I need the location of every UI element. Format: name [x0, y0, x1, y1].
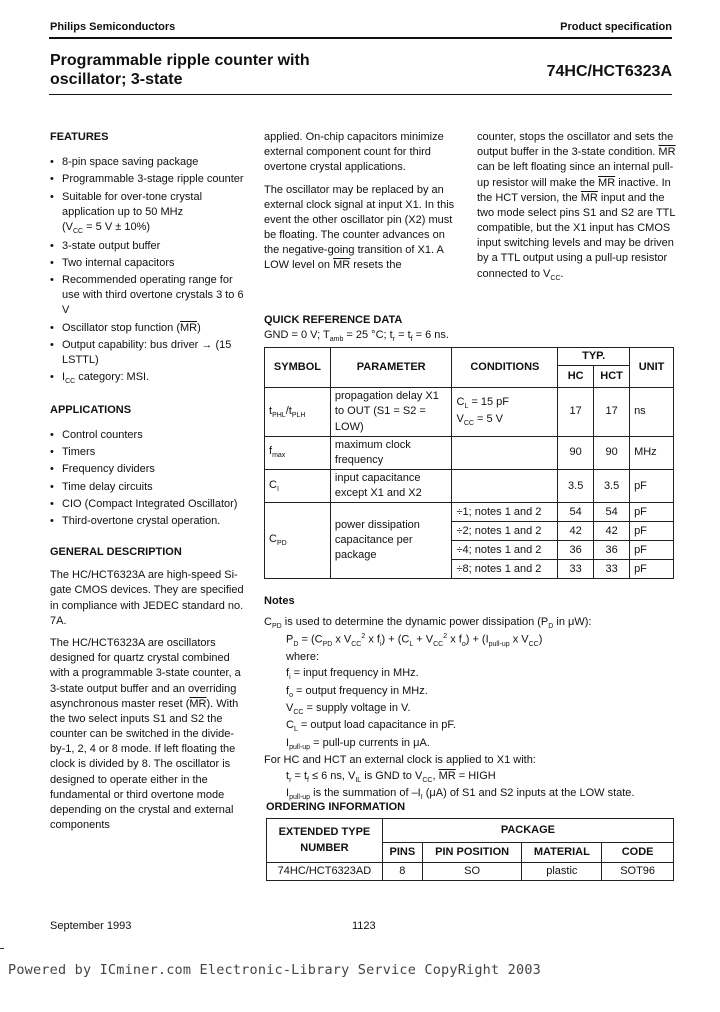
col-extended-type: EXTENDED TYPE NUMBER	[267, 819, 383, 863]
powered-by-footer: Powered by ICminer.com Electronic-Library Service CopyRight 2003	[8, 962, 541, 978]
col-conditions: CONDITIONS	[452, 348, 558, 388]
list-item: • Programmable 3-stage ripple counter	[50, 172, 245, 187]
table-cell: $t_{PHL}/t_{PLH}$	[265, 388, 331, 437]
margin-tick	[0, 948, 4, 949]
col-parameter: PARAMETER	[330, 348, 452, 388]
table-cell: $C_{PD}$	[265, 503, 331, 579]
col-pins: PINS	[382, 843, 422, 863]
table-cell: 54	[558, 503, 594, 522]
list-item: • CIO (Compact Integrated Oscillator)	[50, 497, 245, 512]
general-description-col2-p2: The oscillator may be replaced by an external clock signal at input X1. In this event the other oscillator pin (X2) must be floating. The counter advances on the negative-going transition of X1. A LOW level on $\overline{MR}$ resets the	[264, 183, 455, 272]
table-cell: SOT96	[602, 863, 674, 881]
note-where-item: $f_i$ = input frequency in MHz.	[286, 667, 419, 682]
list-item: • Output capability: bus driver → (15 LSTTL)	[50, 338, 245, 368]
general-description-col3-p1: counter, stops the oscillator and sets the output buffer in the 3-state condition. $\overline{MR}$ can be left floating since an internal pull-up resistor will make the $\overline{MR}$ inactive. In the HCT version, the $\overline{MR}$ input and the two mode select pins S1 and S2 are TTL compatible, but the X1 input has CMOS input switching levels and may be driven by a TTL output using a pull-up resistor connected to $V_{CC}$.	[477, 131, 676, 282]
table-cell: plastic	[522, 863, 602, 881]
ordering-heading: ORDERING INFORMATION	[266, 801, 406, 813]
note-2: For HC and HCT an external clock is applied to X1 with:	[264, 753, 536, 766]
table-cell: 90	[594, 436, 630, 469]
table-cell: $f_{max}$	[265, 436, 331, 469]
col-pin-position: PIN POSITION	[422, 843, 522, 863]
table-cell: 33	[558, 560, 594, 579]
table-cell: ÷2; notes 1 and 2	[452, 522, 558, 541]
note-3: $I_{pull-up}$ is the summation of $-I_I$ (μA) of S1 and S2 inputs at the LOW state.	[286, 787, 635, 802]
table-row	[265, 436, 674, 469]
table-row	[265, 470, 674, 503]
features-heading: FEATURES	[50, 131, 109, 143]
list-item: • Timers	[50, 445, 245, 460]
table-cell: 17	[558, 388, 594, 437]
col-material: MATERIAL	[522, 843, 602, 863]
table-cell: $C_I$	[265, 470, 331, 503]
list-item: • Time delay circuits	[50, 480, 245, 495]
table-cell	[452, 470, 558, 503]
title-line-1: Programmable ripple counter with	[50, 52, 310, 69]
note-where-item: $f_o$ = output frequency in MHz.	[286, 684, 428, 699]
quick-reference-table	[264, 347, 674, 579]
col-code: CODE	[602, 843, 674, 863]
list-item: • 8-pin space saving package	[50, 155, 245, 170]
ordering-table	[266, 818, 674, 881]
general-description-p2: The HC/HCT6323A are oscillators designed for quartz crystal combined with a programmable 3-state counter, a 3-state output buffer and an overriding asynchronous master reset $(\overline{MR})$. With the two select inputs S1 and S2 the counter can be switched in the divide-by-1, 2, 4 or 8 mode. If left floating the clock is divided by 8. The oscillator is designed to operate either in the fundamental or third overtone mode depending on the crystal and external components	[50, 636, 241, 832]
table-cell: MHz	[630, 436, 674, 469]
note-where-item: $I_{pull-up}$ = pull-up currents in μA.	[286, 736, 430, 751]
table-cell: propagation delay X1 to OUT (S1 = S2 = LOW)	[330, 388, 452, 437]
column-1	[50, 130, 245, 833]
table-row	[265, 388, 674, 437]
list-item: • 3-state output buffer	[50, 239, 245, 254]
table-cell: 74HC/HCT6323AD	[267, 863, 383, 881]
note-formula: $P_D = (C_{PD}$ x $V_{CC}^2$ x $f_i) + (C_L + V_{CC}^2$ x $f_o) + (I_{pull-up}$ x $V_{CC}$)	[286, 633, 543, 649]
general-description-p1: The HC/HCT6323A are high-speed Si-gate CMOS devices. They are specified in compliance with JEDEC standard no. 7A.	[50, 569, 244, 627]
table-cell: power dissipation capacitance per package	[330, 503, 452, 579]
list-item: • Two internal capacitors	[50, 256, 245, 271]
table-cell: SO	[422, 863, 522, 881]
general-description-heading: GENERAL DESCRIPTION	[50, 546, 182, 559]
table-cell: 54	[594, 503, 630, 522]
quick-reference-heading: QUICK REFERENCE DATA	[264, 314, 403, 326]
page-number: 1123	[352, 920, 376, 932]
table-row	[267, 863, 674, 881]
note-where: where:	[286, 651, 320, 664]
table-row	[265, 503, 674, 522]
table-cell: pF	[630, 541, 674, 560]
table-cell: pF	[630, 503, 674, 522]
table-cell: $C_L = 15$ pF $V_{CC} = 5$ V	[452, 388, 558, 437]
list-item: • Frequency dividers	[50, 462, 245, 477]
table-cell: 90	[558, 436, 594, 469]
table-cell: 42	[594, 522, 630, 541]
notes-block	[264, 594, 684, 803]
table-cell: ÷1; notes 1 and 2	[452, 503, 558, 522]
col-hct: HCT	[594, 366, 630, 388]
list-item: • $I_{CC}$ category: MSI.	[50, 370, 245, 387]
company-name: Philips Semiconductors	[50, 21, 176, 33]
col-hc: HC	[558, 366, 594, 388]
applications-heading: APPLICATIONS	[50, 403, 132, 416]
table-cell: ÷4; notes 1 and 2	[452, 541, 558, 560]
page-title	[50, 51, 310, 89]
title-rule	[49, 94, 672, 95]
col-symbol: SYMBOL	[265, 348, 331, 388]
table-cell: pF	[630, 560, 674, 579]
footer-date: September 1993	[50, 920, 132, 932]
table-cell: 3.5	[594, 470, 630, 503]
table-cell: 3.5	[558, 470, 594, 503]
col-unit: UNIT	[630, 348, 674, 388]
column-3	[477, 130, 677, 283]
list-item: • Suitable for over-tone crystal application up to 50 MHz ($V_{CC} = 5$ V ± 10%)	[50, 190, 245, 237]
table-cell: input capacitance except X1 and X2	[330, 470, 452, 503]
note-2-conditions: $t_r = t_f \le 6$ ns, $V_{IL}$ is GND to $V_{CC}$, $\overline{MR}$ = HIGH	[286, 769, 496, 784]
table-cell: ÷8; notes 1 and 2	[452, 560, 558, 579]
list-item: • Control counters	[50, 428, 245, 443]
doc-type: Product specification	[560, 21, 672, 33]
table-cell: 42	[558, 522, 594, 541]
table-cell: 36	[594, 541, 630, 560]
table-cell: 8	[382, 863, 422, 881]
header-rule	[49, 37, 672, 39]
quick-reference-conditions: GND = 0 V; $T_{amb} = 25$ °C; $t_r = t_f = 6$ ns.	[264, 329, 449, 344]
note-1: $C_{PD}$ is used to determine the dynamic power dissipation ($P_D$ in μW):	[264, 615, 592, 631]
list-item: • Oscillator stop function $(\overline{MR})$	[50, 321, 245, 336]
table-cell	[452, 436, 558, 469]
list-item: • Recommended operating range for use with third overtone crystals 3 to 6 V	[50, 273, 245, 319]
col-typ: TYP.	[558, 348, 630, 366]
table-cell: 17	[594, 388, 630, 437]
notes-heading: Notes	[264, 595, 295, 607]
table-cell: maximum clock frequency	[330, 436, 452, 469]
part-number: 74HC/HCT6323A	[546, 63, 672, 80]
col-package: PACKAGE	[382, 819, 673, 843]
applications-list	[50, 428, 245, 529]
table-cell: 36	[558, 541, 594, 560]
note-where-item: $V_{CC}$ = supply voltage in V.	[286, 701, 411, 717]
list-item: • Third-overtone crystal operation.	[50, 514, 245, 529]
column-2	[264, 130, 459, 274]
note-where-item: $C_L$ = output load capacitance in pF.	[286, 719, 456, 734]
general-description-col2-p1: applied. On-chip capacitors minimize external component count for third overtone crystal applications.	[264, 131, 444, 174]
table-cell: pF	[630, 470, 674, 503]
title-line-2: oscillator; 3-state	[50, 71, 183, 89]
features-list	[50, 155, 245, 387]
table-cell: 33	[594, 560, 630, 579]
table-cell: pF	[630, 522, 674, 541]
table-cell: ns	[630, 388, 674, 437]
